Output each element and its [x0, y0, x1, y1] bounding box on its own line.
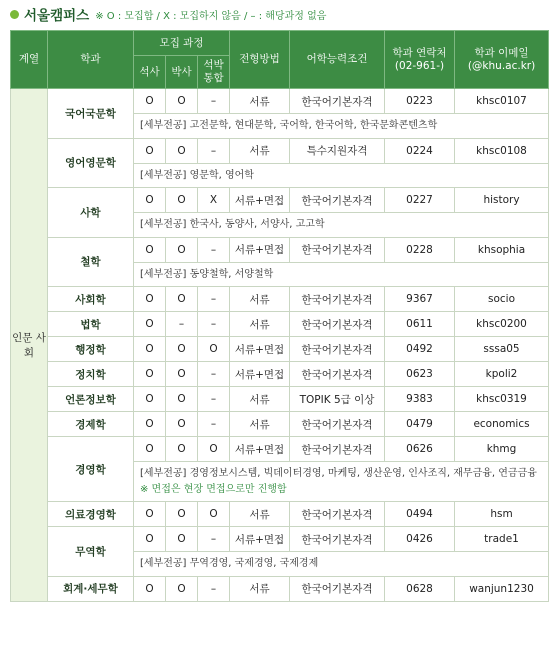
method-cell: 서류 [230, 287, 290, 312]
major-name: 사회학 [48, 287, 134, 312]
email-cell: khsophia [455, 237, 549, 262]
legend-text: ※ O : 모집함 / X : 모집하지 않음 / – : 해당과정 없음 [95, 10, 327, 22]
integrated-status: – [198, 138, 230, 163]
contact-cell: 0227 [385, 188, 455, 213]
major-name: 행정학 [48, 337, 134, 362]
bullet-dot-icon [10, 10, 19, 19]
email-cell: economics [455, 412, 549, 437]
col-header-language: 어학능력조건 [290, 31, 385, 89]
col-header-email: 학과 이메일 (@khu.ac.kr) [455, 31, 549, 89]
masters-status: O [134, 437, 166, 462]
phd-status: O [166, 437, 198, 462]
phd-status: O [166, 89, 198, 114]
method-cell: 서류+면접 [230, 362, 290, 387]
phd-status: – [166, 312, 198, 337]
page-title: 서울캠퍼스 [24, 8, 90, 24]
contact-cell: 0628 [385, 576, 455, 601]
integrated-status: – [198, 576, 230, 601]
language-cell: 한국어기본자격 [290, 287, 385, 312]
contact-cell: 9367 [385, 287, 455, 312]
contact-cell: 0223 [385, 89, 455, 114]
col-header-dept: 계열 [11, 31, 48, 89]
masters-status: O [134, 362, 166, 387]
method-cell: 서류 [230, 576, 290, 601]
language-cell: 한국어기본자격 [290, 437, 385, 462]
sub-major-text: [세부전공] 경영정보시스템, 빅데이터경영, 마케팅, 생산운영, 인사조직, 재무금융, 연금금융 [140, 468, 537, 479]
email-cell: sssa05 [455, 337, 549, 362]
contact-cell: 9383 [385, 387, 455, 412]
major-name: 언론정보학 [48, 387, 134, 412]
email-cell: khsc0107 [455, 89, 549, 114]
contact-cell: 0626 [385, 437, 455, 462]
integrated-status: – [198, 287, 230, 312]
interview-note: ※ 면접은 현장 면접으로만 진행함 [140, 483, 287, 495]
email-cell: history [455, 188, 549, 213]
table-wrapper [10, 30, 548, 602]
col-header-phd: 박사 [166, 56, 198, 89]
method-cell: 서류 [230, 89, 290, 114]
major-name: 철학 [48, 237, 134, 287]
contact-cell: 0224 [385, 138, 455, 163]
method-cell: 서류 [230, 312, 290, 337]
integrated-status: – [198, 527, 230, 552]
integrated-status: – [198, 312, 230, 337]
contact-cell: 0479 [385, 412, 455, 437]
language-cell: TOPIK 5급 이상 [290, 387, 385, 412]
major-name: 영어영문학 [48, 138, 134, 188]
email-cell: khsc0108 [455, 138, 549, 163]
phd-status: O [166, 287, 198, 312]
language-cell: 한국어기본자격 [290, 502, 385, 527]
masters-status: O [134, 337, 166, 362]
email-cell: khsc0319 [455, 387, 549, 412]
col-header-contact: 학과 연락처 (02-961-) [385, 31, 455, 89]
contact-cell: 0623 [385, 362, 455, 387]
email-cell: kpoli2 [455, 362, 549, 387]
language-cell: 한국어기본자격 [290, 576, 385, 601]
major-name: 사학 [48, 188, 134, 238]
method-cell: 서류 [230, 412, 290, 437]
major-name: 정치학 [48, 362, 134, 387]
contact-cell: 0426 [385, 527, 455, 552]
masters-status: O [134, 387, 166, 412]
language-cell: 한국어기본자격 [290, 337, 385, 362]
integrated-status: O [198, 502, 230, 527]
method-cell: 서류+면접 [230, 337, 290, 362]
language-cell: 한국어기본자격 [290, 362, 385, 387]
masters-status: O [134, 502, 166, 527]
dept-cell: 인문 사회 [11, 89, 48, 602]
major-name: 법학 [48, 312, 134, 337]
phd-status: O [166, 387, 198, 412]
email-cell: socio [455, 287, 549, 312]
col-header-integrated: 석박 통합 [198, 56, 230, 89]
integrated-status: O [198, 337, 230, 362]
phd-status: O [166, 237, 198, 262]
admissions-table [10, 30, 549, 602]
integrated-status: – [198, 362, 230, 387]
method-cell: 서류+면접 [230, 527, 290, 552]
page-header [6, 4, 326, 24]
integrated-status: – [198, 387, 230, 412]
contact-cell: 0611 [385, 312, 455, 337]
masters-status: O [134, 412, 166, 437]
email-cell: hsm [455, 502, 549, 527]
col-header-masters: 석사 [134, 56, 166, 89]
integrated-status: O [198, 437, 230, 462]
sub-major-text: [세부전공] 고전문학, 현대문학, 국어학, 한국어학, 한국문화콘텐츠학 [134, 114, 549, 139]
method-cell: 서류 [230, 387, 290, 412]
major-name: 의료경영학 [48, 502, 134, 527]
phd-status: O [166, 138, 198, 163]
masters-status: O [134, 138, 166, 163]
major-name: 무역학 [48, 527, 134, 577]
language-cell: 한국어기본자격 [290, 188, 385, 213]
masters-status: O [134, 89, 166, 114]
phd-status: O [166, 576, 198, 601]
method-cell: 서류+면접 [230, 188, 290, 213]
col-header-major: 학과 [48, 31, 134, 89]
phd-status: O [166, 362, 198, 387]
sub-major-text: [세부전공] 한국사, 동양사, 서양사, 고고학 [134, 213, 549, 238]
sub-major-text: [세부전공] 동양철학, 서양철학 [134, 262, 549, 287]
integrated-status: – [198, 89, 230, 114]
masters-status: O [134, 576, 166, 601]
contact-cell: 0228 [385, 237, 455, 262]
language-cell: 한국어기본자격 [290, 237, 385, 262]
masters-status: O [134, 287, 166, 312]
contact-cell: 0492 [385, 337, 455, 362]
masters-status: O [134, 188, 166, 213]
sub-major-text: [세부전공] 무역경영, 국제경영, 국제경제 [134, 552, 549, 577]
col-header-recruit-group: 모집 과정 [134, 31, 230, 56]
major-name: 경제학 [48, 412, 134, 437]
language-cell: 한국어기본자격 [290, 312, 385, 337]
major-name: 국어국문학 [48, 89, 134, 139]
method-cell: 서류 [230, 502, 290, 527]
phd-status: O [166, 412, 198, 437]
integrated-status: – [198, 412, 230, 437]
method-cell: 서류 [230, 138, 290, 163]
method-cell: 서류+면접 [230, 237, 290, 262]
sub-major-text: [세부전공] 영문학, 영어학 [134, 163, 549, 188]
masters-status: O [134, 312, 166, 337]
sub-major-block [134, 462, 549, 502]
col-header-method: 전형방법 [230, 31, 290, 89]
email-cell: khmg [455, 437, 549, 462]
method-cell: 서류+면접 [230, 437, 290, 462]
phd-status: O [166, 527, 198, 552]
language-cell: 한국어기본자격 [290, 527, 385, 552]
email-cell: trade1 [455, 527, 549, 552]
masters-status: O [134, 527, 166, 552]
integrated-status: X [198, 188, 230, 213]
language-cell: 특수지원자격 [290, 138, 385, 163]
integrated-status: – [198, 237, 230, 262]
phd-status: O [166, 188, 198, 213]
email-cell: wanjun1230 [455, 576, 549, 601]
email-cell: khsc0200 [455, 312, 549, 337]
contact-cell: 0494 [385, 502, 455, 527]
major-name: 경영학 [48, 437, 134, 502]
phd-status: O [166, 502, 198, 527]
language-cell: 한국어기본자격 [290, 89, 385, 114]
phd-status: O [166, 337, 198, 362]
language-cell: 한국어기본자격 [290, 412, 385, 437]
masters-status: O [134, 237, 166, 262]
major-name: 회계·세무학 [48, 576, 134, 601]
